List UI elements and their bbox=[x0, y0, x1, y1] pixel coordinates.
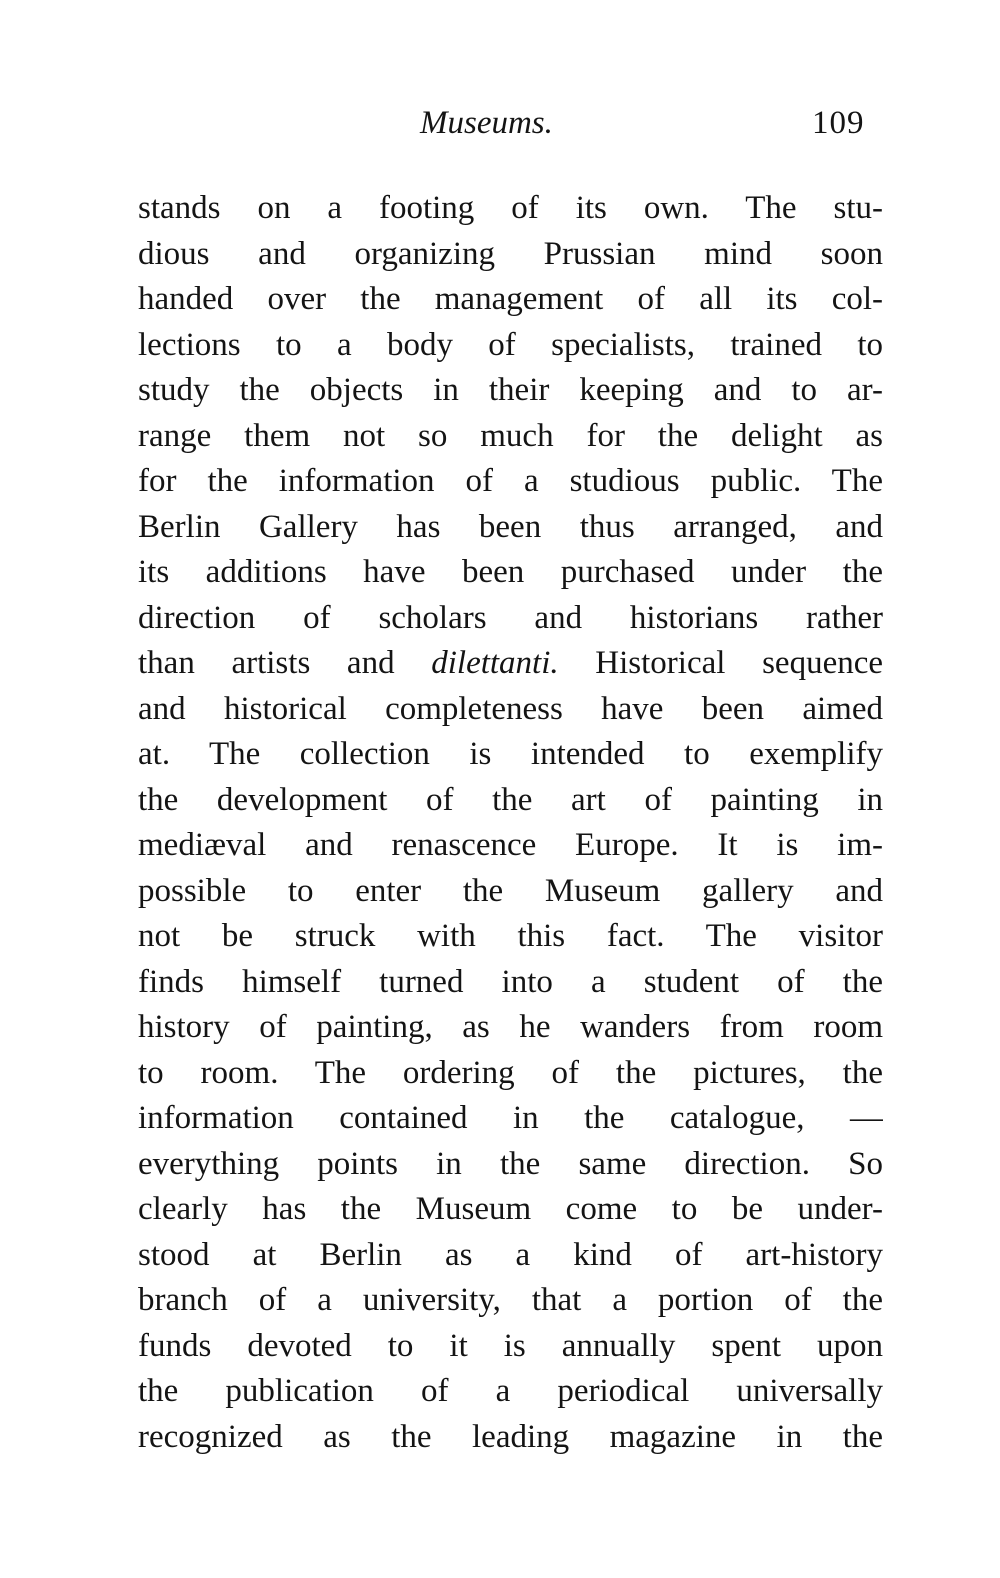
text-line: branch of a university, that a portion of the bbox=[138, 1282, 883, 1318]
text-line: recognized as the leading magazine in the bbox=[138, 1418, 883, 1455]
text-line: range them not so much for the delight as bbox=[138, 417, 883, 454]
text-line: and historical completeness have been aimed bbox=[138, 690, 883, 727]
text-line: lections to a body of specialists, trained to bbox=[138, 326, 883, 363]
text-line: to room. The ordering of the pictures, the bbox=[138, 1054, 883, 1091]
text-line: for the information of a studious public. The bbox=[138, 463, 883, 499]
text-line: information contained in the catalogue, — bbox=[138, 1100, 883, 1136]
text-line: mediæval and renascence Europe. It is im- bbox=[138, 827, 883, 863]
text-line: its additions have been purchased under the bbox=[138, 554, 883, 590]
text-line: Berlin Gallery has been thus arranged, and bbox=[138, 508, 883, 545]
chapter-title: Museums. bbox=[420, 105, 553, 141]
text-line: stood at Berlin as a kind of art-history bbox=[138, 1236, 883, 1273]
text-line: dious and organizing Prussian mind soon bbox=[138, 235, 883, 272]
text-line: finds himself turned into a student of the bbox=[138, 963, 883, 1000]
running-header bbox=[0, 98, 1000, 148]
text-line: history of painting, as he wanders from room bbox=[138, 1009, 883, 1045]
body-text bbox=[138, 186, 883, 1460]
text-line: direction of scholars and historians rather bbox=[138, 599, 883, 636]
text-line bbox=[138, 641, 883, 687]
text-line: the development of the art of painting in bbox=[138, 781, 883, 818]
text-line: study the objects in their keeping and to ar- bbox=[138, 372, 883, 408]
page-number: 109 bbox=[812, 105, 865, 141]
text-line: at. The collection is intended to exemplify bbox=[138, 736, 883, 772]
text-line: handed over the management of all its col- bbox=[138, 281, 883, 317]
text-line: the publication of a periodical universally bbox=[138, 1373, 883, 1409]
text-line: possible to enter the Museum gallery and bbox=[138, 872, 883, 909]
text-line: not be struck with this fact. The visitor bbox=[138, 918, 883, 954]
italic-word: dilettanti. bbox=[431, 645, 559, 681]
text-line: stands on a footing of its own. The stu- bbox=[138, 190, 883, 226]
text-line: funds devoted to it is annually spent upon bbox=[138, 1327, 883, 1364]
text-line-end: Historical sequence bbox=[558, 645, 883, 681]
text-line: everything points in the same direction. So bbox=[138, 1145, 883, 1182]
text-line: clearly has the Museum come to be under- bbox=[138, 1191, 883, 1227]
text-line-start: than artists and bbox=[138, 645, 432, 681]
